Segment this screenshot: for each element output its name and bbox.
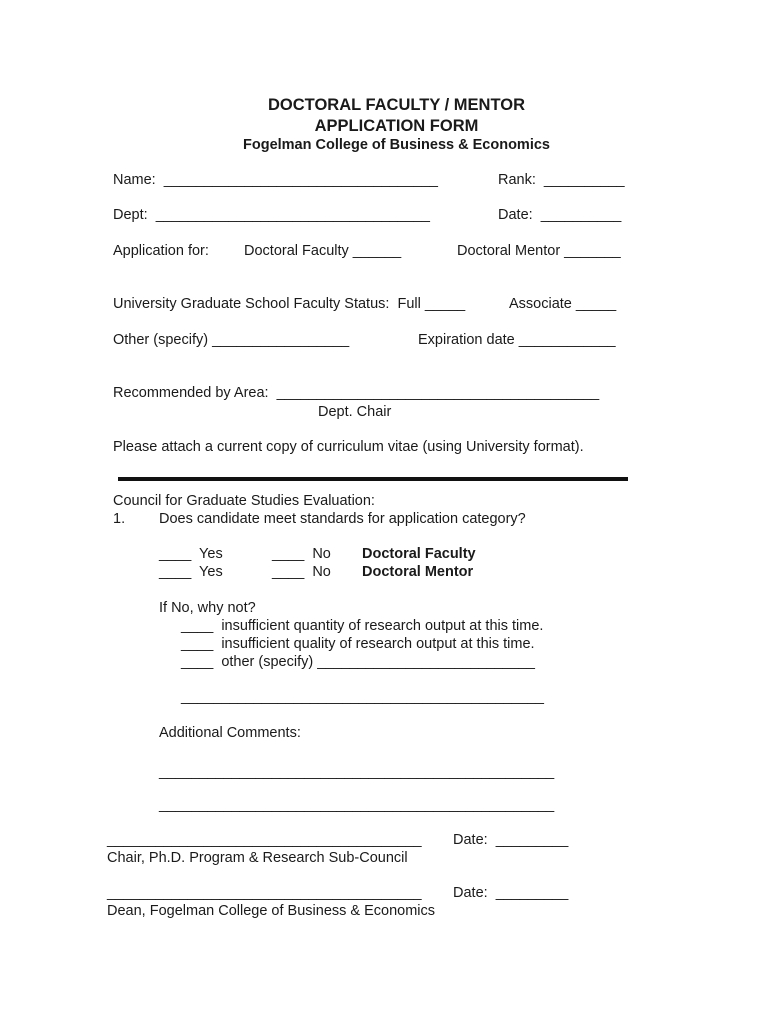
dean-date-field[interactable]: Date: _________ <box>453 885 569 901</box>
reason-quality-option[interactable]: ____ insufficient quality of research output at this time. <box>181 636 535 652</box>
faculty-yes-option[interactable]: ____ Yes <box>159 546 223 562</box>
expiration-date-field[interactable]: Expiration date ____________ <box>418 332 616 348</box>
name-field[interactable]: Name: __________________________________ <box>113 172 438 188</box>
reason-other-option[interactable]: ____ other (specify) ___________________________ <box>181 654 535 670</box>
dean-signature-line[interactable]: _______________________________________ <box>107 885 422 901</box>
additional-comments-label: Additional Comments: <box>159 725 301 741</box>
other-specify-field[interactable]: Other (specify) _________________ <box>113 332 350 348</box>
attach-cv-note: Please attach a current copy of curriculum vitae (using University format). <box>113 439 584 455</box>
if-no-label: If No, why not? <box>159 600 256 616</box>
faculty-no-option[interactable]: ____ No <box>272 546 331 562</box>
rank-field[interactable]: Rank: __________ <box>498 172 625 188</box>
section-divider <box>118 477 628 481</box>
application-for-label: Application for: <box>113 243 209 259</box>
reason-quantity-option[interactable]: ____ insufficient quantity of research output at this time. <box>181 618 544 634</box>
mentor-yes-option[interactable]: ____ Yes <box>159 564 223 580</box>
reason-extra-line[interactable]: _____________________________________________ <box>181 689 544 705</box>
mentor-no-option[interactable]: ____ No <box>272 564 331 580</box>
comment-line-2[interactable]: _________________________________________________ <box>159 797 555 813</box>
dept-chair-caption: Dept. Chair <box>318 404 392 420</box>
chair-date-field[interactable]: Date: _________ <box>453 832 569 848</box>
doctoral-faculty-field[interactable]: Doctoral Faculty ______ <box>244 243 402 259</box>
doctoral-mentor-field[interactable]: Doctoral Mentor _______ <box>457 243 621 259</box>
form-title-line2: APPLICATION FORM <box>314 117 479 135</box>
ugs-status-full-field[interactable]: University Graduate School Faculty Status: Full _____ <box>113 296 466 312</box>
comment-line-1[interactable]: _________________________________________________ <box>159 764 555 780</box>
question-text: Does candidate meet standards for application category? <box>159 511 526 527</box>
evaluation-heading: Council for Graduate Studies Evaluation: <box>113 493 375 509</box>
faculty-category-label: Doctoral Faculty <box>362 546 476 562</box>
chair-signature-line[interactable]: _______________________________________ <box>107 832 422 848</box>
date-field[interactable]: Date: __________ <box>498 207 622 223</box>
college-name: Fogelman College of Business & Economics <box>243 137 550 153</box>
dean-title: Dean, Fogelman College of Business & Economics <box>107 903 436 919</box>
ugs-status-associate-field[interactable]: Associate _____ <box>509 296 617 312</box>
form-title-line1: DOCTORAL FACULTY / MENTOR <box>268 96 525 114</box>
question-number: 1. <box>113 511 126 527</box>
chair-title: Chair, Ph.D. Program & Research Sub-Council <box>107 850 408 866</box>
dept-field[interactable]: Dept: __________________________________ <box>113 207 430 223</box>
recommended-by-field[interactable]: Recommended by Area: ________________________________________ <box>113 385 600 401</box>
mentor-category-label: Doctoral Mentor <box>362 564 474 580</box>
